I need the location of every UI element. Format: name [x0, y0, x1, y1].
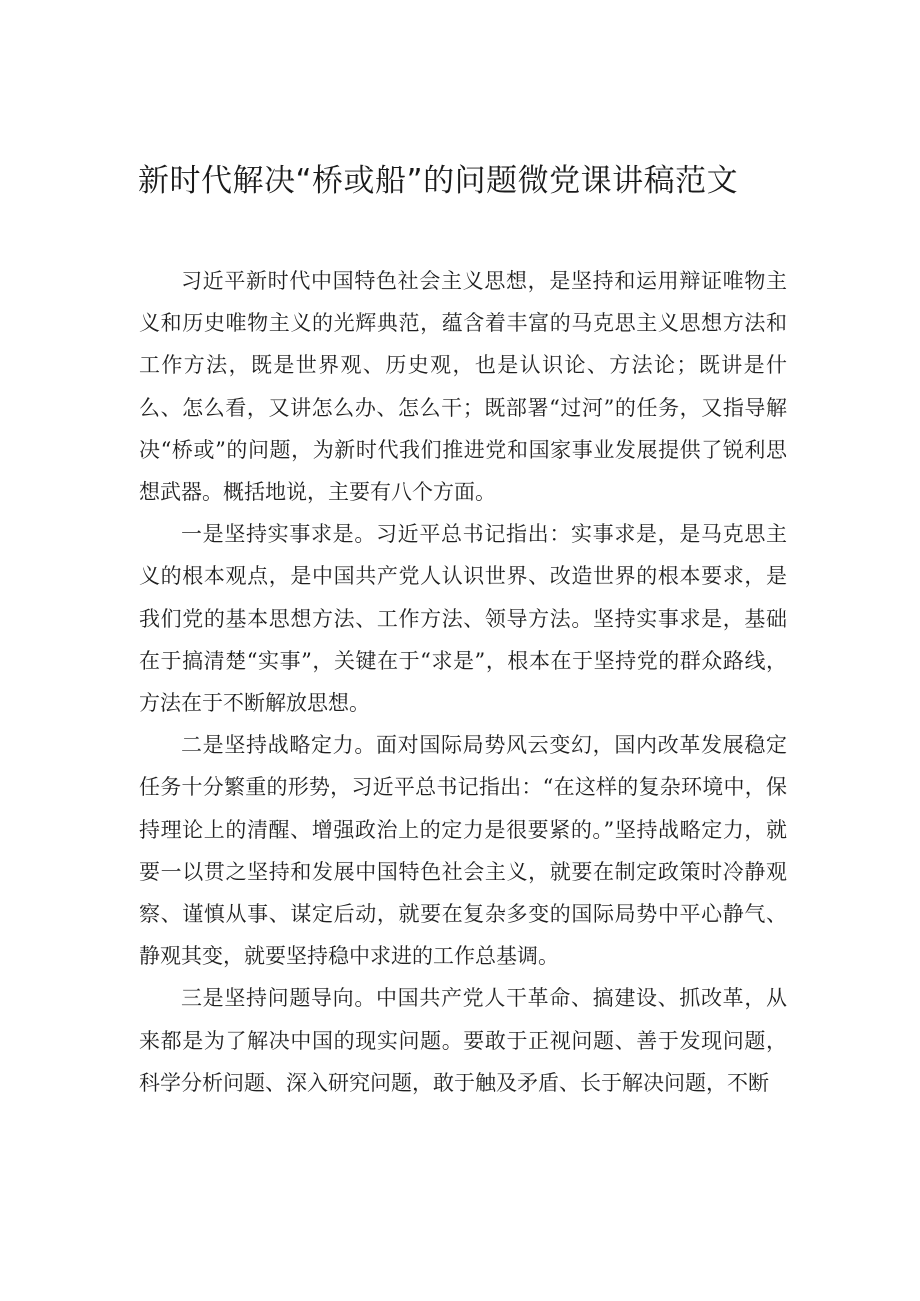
paragraph-point-3: 三是坚持问题导向。中国共产党人干革命、搞建设、抓改革，从来都是为了解决中国的现实问题。要敢于正视问题、善于发现问题，科学分析问题、深入研究问题，敢于触及矛盾、长于解决问题，不断 — [139, 986, 787, 1095]
document-title: 新时代解决“桥或船”的问题微党课讲稿范文 — [138, 163, 739, 199]
paragraph-intro: 习近平新时代中国特色社会主义思想，是坚持和运用辩证唯物主义和历史唯物主义的光辉典范，蕴含着丰富的马克思主义思想方法和工作方法，既是世界观、历史观，也是认识论、方法论；既讲是什么、怎么看，又讲怎么办、怎么干；既部署“过河”的任务，又指导解决“桥或”的问题，为新时代我们推进党和国家事业发展提供了锐利思想武器。概括地说，主要有八个方面。 — [139, 269, 787, 505]
paragraph-point-1: 一是坚持实事求是。习近平总书记指出：实事求是，是马克思主义的根本观点，是中国共产党人认识世界、改造世界的根本要求，是我们党的基本思想方法、工作方法、领导方法。坚持实事求是，基础在于搞清楚“实事”，关键在于“求是”，根本在于坚持党的群众路线，方法在于不断解放思想。 — [139, 522, 787, 716]
document-body — [139, 260, 787, 1104]
paragraph-point-2: 二是坚持战略定力。面对国际局势风云变幻，国内改革发展稳定任务十分繁重的形势，习近平总书记指出：“在这样的复杂环境中，保持理论上的清醒、增强政治上的定力是很要紧的。”坚持战略定力，就要一以贯之坚持和发展中国特色社会主义，就要在制定政策时冷静观察、谨慎从事、谋定后动，就要在复杂多变的国际局势中平心静气、静观其变，就要坚持稳中求进的工作总基调。 — [139, 733, 787, 969]
